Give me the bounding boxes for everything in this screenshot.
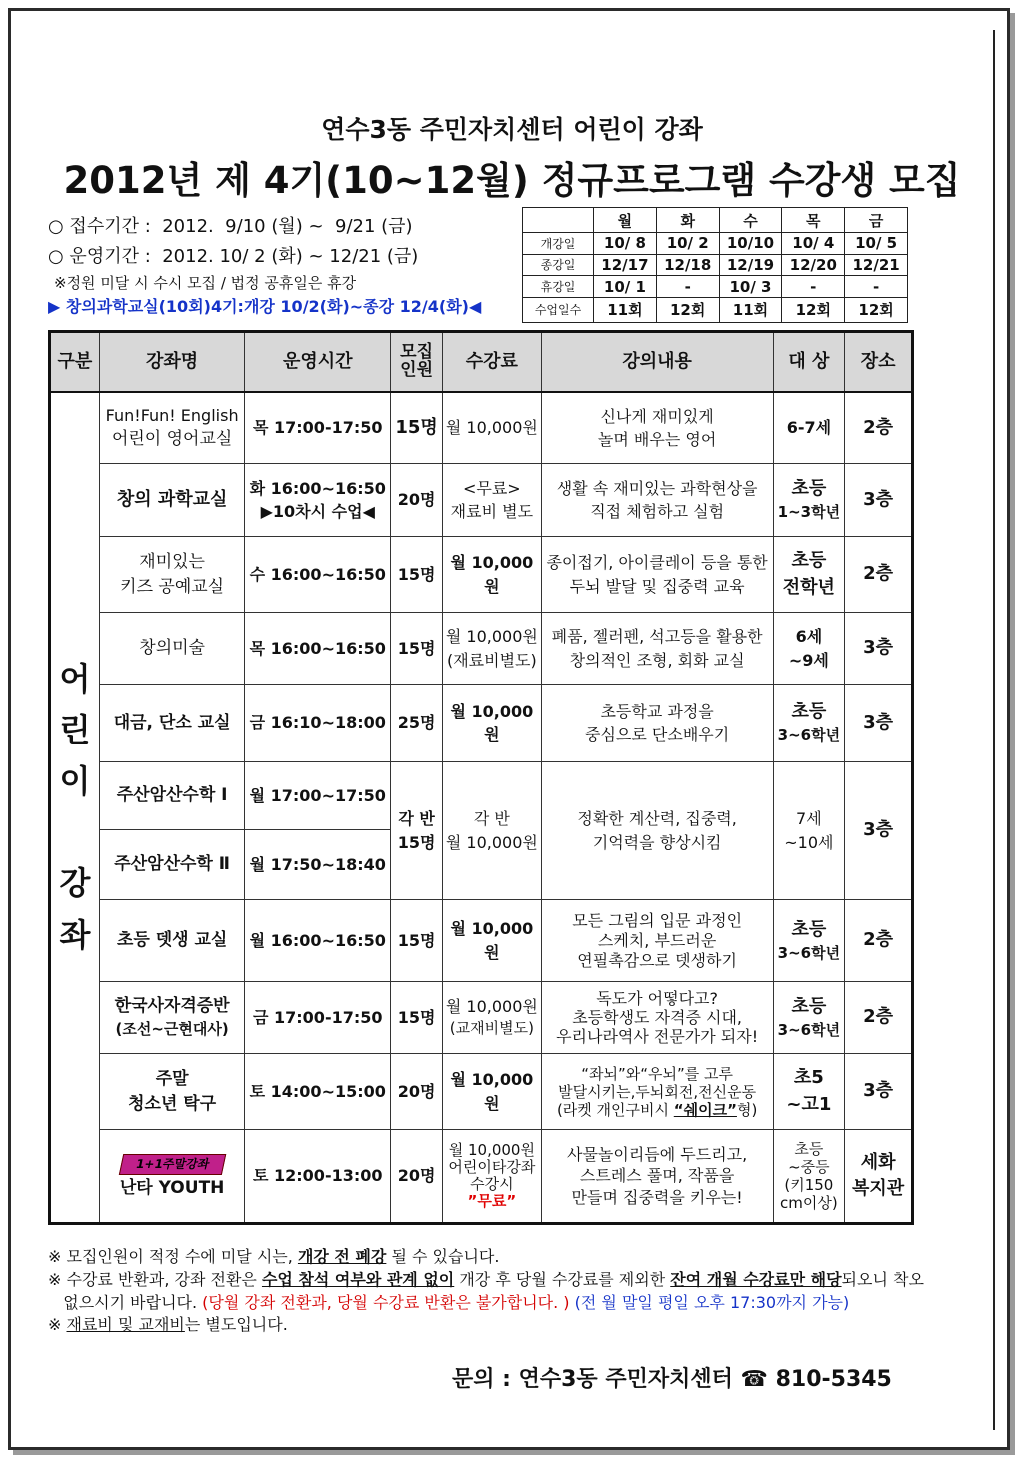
content-cell: 정확한 계산력, 집중력, 기억력을 향상시킴 [541,762,773,900]
count-cell: 15명 [391,537,443,613]
table-row [50,685,913,762]
course-name-cell: 재미있는 키즈 공예교실 [99,537,244,613]
count-cell: 25명 [391,685,443,762]
place-cell: 3층 [845,1054,913,1130]
course-name-cell: 주산암산수학 Ⅱ [99,830,244,900]
target-cell: 초등 ~중등 (키150 cm이상) [773,1130,845,1224]
table-row [50,613,913,685]
fee-cell: 각 반 월 10,000원 [442,762,541,900]
table-row [50,464,913,537]
place-cell: 3층 [845,464,913,537]
schedule-day: 수 [719,208,782,233]
schedule-cell: 10/ 2 [656,233,719,255]
operation-period: ○ 운영기간 : 2012. 10/ 2 (화) ~ 12/21 (금) [48,246,419,267]
table-row [50,537,913,613]
schedule-cell: - [845,276,908,298]
col-header: 모집 인원 [391,332,443,392]
time-cell: 수 16:00~16:50 [245,537,391,613]
course-name-cell: Fun!Fun! English 어린이 영어교실 [99,392,244,464]
course-name-cell: 1+1주말강좌 난타 YOUTH [99,1130,244,1224]
place-cell: 3층 [845,762,913,900]
col-header: 장소 [845,332,913,392]
col-header: 대 상 [773,332,845,392]
time-cell: 금 17:00-17:50 [245,982,391,1054]
schedule-row [523,276,908,298]
col-header: 강좌명 [99,332,244,392]
course-name-cell: 창의미술 [99,613,244,685]
course-name-cell: 한국사자격증반 (조선~근현대사) [99,982,244,1054]
schedule-corner [523,208,594,233]
schedule-cell: 12/17 [594,254,657,276]
schedule-row-label: 개강일 [523,233,594,255]
place-cell: 2층 [845,392,913,464]
note-3: 없으시기 바랍니다. (당월 강좌 전환과, 당월 수강료 반환은 불가합니다. ) (전 월 말일 평일 오후 17:30까지 가능) [48,1293,850,1312]
schedule-cell: 10/ 3 [719,276,782,298]
schedule-row [523,297,908,322]
fee-cell: <무료> 재료비 별도 [442,464,541,537]
table-row [50,982,913,1054]
count-cell: 15명 [391,613,443,685]
time-cell: 목 16:00~16:50 [245,613,391,685]
right-rule [993,30,995,1430]
reception-period: ○ 접수기간 : 2012. 9/10 (월) ~ 9/21 (금) [48,216,413,237]
count-cell: 15명 [391,900,443,982]
content-cell: 종이접기, 아이클레이 등을 통한 두뇌 발달 및 집중력 교육 [541,537,773,613]
target-cell: 초등 3~6학년 [773,900,845,982]
fee-cell: 월 10,000원 [442,1054,541,1130]
table-row [50,900,913,982]
schedule-cell: 10/ 1 [594,276,657,298]
count-cell: 20명 [391,1130,443,1224]
schedule-table [522,207,908,323]
schedule-day: 금 [845,208,908,233]
fee-cell: 월 10,000원 [442,537,541,613]
place-cell: 세화 복지관 [845,1130,913,1224]
schedule-header-row [523,208,908,233]
count-cell: 각 반 15명 [391,762,443,900]
time-cell: 월 17:50~18:40 [245,830,391,900]
course-name-cell: 초등 뎃생 교실 [99,900,244,982]
note-1: ※ 모집인원이 적정 수에 미달 시는, 개강 전 폐강 될 수 있습니다. [48,1247,500,1266]
content-cell: 신나게 재미있게 놀며 배우는 영어 [541,392,773,464]
fee-cell: 월 10,000원 [442,392,541,464]
schedule-cell: 12/20 [782,254,845,276]
note-2: ※ 수강료 반환과, 강좌 전환은 수업 참석 여부와 관계 없이 개강 후 당월 수강료를 제외한 잔여 개월 수강료만 해당되오니 착오 [48,1270,924,1289]
time-cell: 목 17:00-17:50 [245,392,391,464]
course-name-cell: 대금, 단소 교실 [99,685,244,762]
recruit-note: ※정원 미달 시 수시 모집 / 법정 공휴일은 휴강 [54,274,357,292]
schedule-row [523,254,908,276]
schedule-cell: 10/10 [719,233,782,255]
schedule-row-label: 수업일수 [523,297,594,322]
time-cell: 토 14:00~15:00 [245,1054,391,1130]
fee-cell: 월 10,000원 [442,900,541,982]
count-cell: 20명 [391,1054,443,1130]
place-cell: 3층 [845,613,913,685]
schedule-cell: 10/ 8 [594,233,657,255]
col-header: 수강료 [442,332,541,392]
content-cell: 초등학교 과정을 중심으로 단소배우기 [541,685,773,762]
schedule-cell: 12/19 [719,254,782,276]
target-cell: 6세 ~9세 [773,613,845,685]
schedule-day: 목 [782,208,845,233]
content-cell: 생활 속 재미있는 과학현상을 직접 체험하고 실험 [541,464,773,537]
schedule-cell: - [782,276,845,298]
time-cell: 월 17:00~17:50 [245,762,391,830]
col-header: 구분 [50,332,100,392]
table-header-row [50,332,913,392]
schedule-row-label: 휴강일 [523,276,594,298]
content-cell: 모든 그림의 입문 과정인 스케치, 부드러운 연필촉감으로 뎃생하기 [541,900,773,982]
table-row [50,392,913,464]
category-cell: 어 린 이 강 좌 [50,392,100,1224]
table-row [50,762,913,830]
target-cell: 6-7세 [773,392,845,464]
note-4: ※ 재료비 및 교재비는 별도입니다. [48,1315,288,1334]
content-cell: 폐품, 젤러펜, 석고등을 활용한 창의적인 조형, 회화 교실 [541,613,773,685]
fee-cell: 월 10,000원 어린이타강좌 수강시 ”무료” [442,1130,541,1224]
target-cell: 초5 ~고1 [773,1054,845,1130]
fee-cell: 월 10,000원 (교재비별도) [442,982,541,1054]
schedule-cell: - [656,276,719,298]
course-name-cell: 주산암산수학 Ⅰ [99,762,244,830]
schedule-day: 월 [594,208,657,233]
content-cell: 독도가 어떻다고? 초등학생도 자격증 시대, 우리나라역사 전문가가 되자! [541,982,773,1054]
fee-cell: 월 10,000원 [442,685,541,762]
col-header: 운영시간 [245,332,391,392]
schedule-cell: 10/ 4 [782,233,845,255]
time-cell: 월 16:00~16:50 [245,900,391,982]
table-row [50,1130,913,1224]
target-cell: 초등 3~6학년 [773,982,845,1054]
target-cell: 초등 1~3학년 [773,464,845,537]
schedule-cell: 12회 [656,297,719,322]
place-cell: 3층 [845,685,913,762]
content-cell: “좌뇌”와“우뇌”를 고루 발달시키는,두뇌회전,전신운동 (라켓 개인구비시 “쉐이크”형) [541,1054,773,1130]
course-name-cell: 주말 청소년 탁구 [99,1054,244,1130]
place-cell: 2층 [845,900,913,982]
time-cell: 금 16:10~18:00 [245,685,391,762]
fee-cell: 월 10,000원 (재료비별도) [442,613,541,685]
program-table [48,330,914,1225]
target-cell: 초등 전학년 [773,537,845,613]
weekend-badge: 1+1주말강좌 [118,1154,226,1175]
schedule-row-label: 종강일 [523,254,594,276]
time-cell: 토 12:00-13:00 [245,1130,391,1224]
schedule-cell: 12회 [845,297,908,322]
count-cell: 15명 [391,982,443,1054]
time-cell: 화 16:00~16:50 ▶10차시 수업◀ [245,464,391,537]
schedule-row [523,233,908,255]
target-cell: 초등 3~6학년 [773,685,845,762]
count-cell: 15명 [391,392,443,464]
schedule-cell: 10/ 5 [845,233,908,255]
table-row [50,1054,913,1130]
col-header: 강의내용 [541,332,773,392]
count-cell: 20명 [391,464,443,537]
place-cell: 2층 [845,537,913,613]
content-cell: 사물놀이리듬에 두드리고, 스트레스 풀며, 작품을 만들며 집중력을 키우는! [541,1130,773,1224]
page-title: 연수3동 주민자치센터 어린이 강좌 [321,115,703,144]
science-class-note: ▶ 창의과학교실(10회)4기:개강 10/2(화)~종강 12/4(화)◀ [48,297,482,316]
page-subtitle: 2012년 제 4기(10~12월) 정규프로그램 수강생 모집 [63,159,961,202]
course-name-cell: 창의 과학교실 [99,464,244,537]
schedule-cell: 12/18 [656,254,719,276]
schedule-cell: 12/21 [845,254,908,276]
schedule-cell: 11회 [719,297,782,322]
place-cell: 2층 [845,982,913,1054]
schedule-cell: 12회 [782,297,845,322]
target-cell: 7세 ~10세 [773,762,845,900]
schedule-cell: 11회 [594,297,657,322]
contact-info: 문의 : 연수3동 주민자치센터 ☎ 810-5345 [452,1367,892,1392]
schedule-day: 화 [656,208,719,233]
